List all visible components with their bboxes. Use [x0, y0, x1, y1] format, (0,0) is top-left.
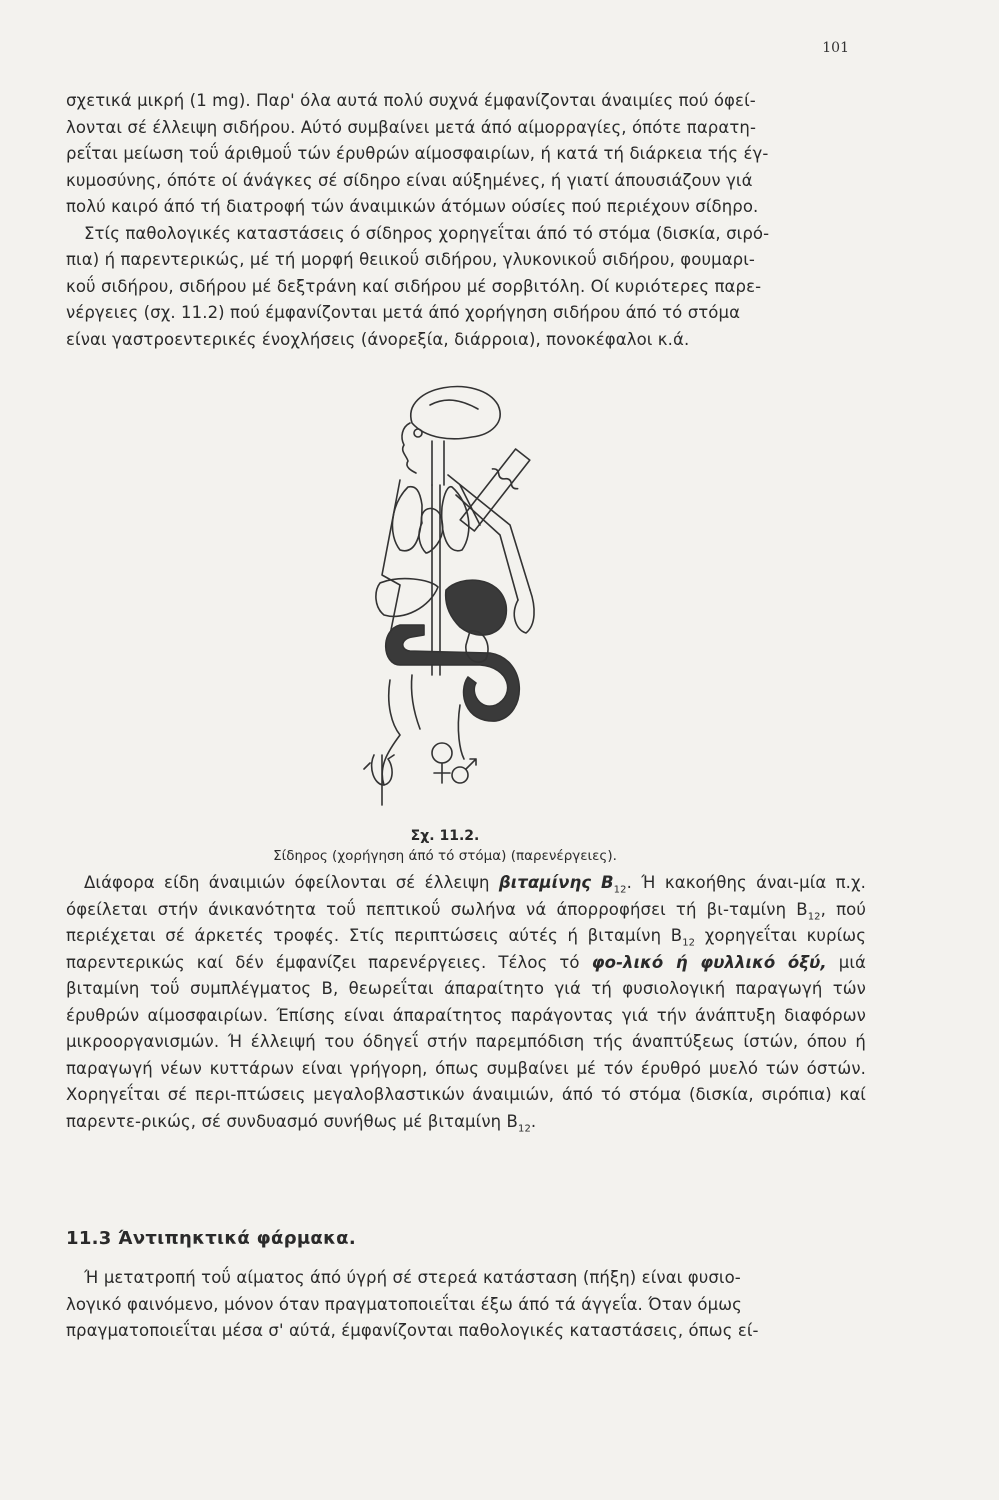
text-line: ρεΐται μείωση τοΰ άριθμοΰ τών έρυθρών αίμοσφαιρίων, ή κατά τή διάρκεια τής έγ-	[66, 144, 769, 163]
brain-outline	[411, 387, 500, 439]
foot-bones	[364, 755, 394, 785]
paragraph-text	[66, 870, 866, 1135]
paragraph-vitamin-b12	[66, 870, 866, 1135]
text-line: κυμοσύνης, όπότε οί άνάγκες σέ σίδηρο είναι αύξημένες, ή γιατί άπουσιάζουν γιά	[66, 170, 753, 190]
text-run: , πού περιέχεται σέ άρκετές τροφές. Στίς περιπτώσεις αύτές ή βιταμίνη Β	[66, 899, 866, 945]
female-cross	[434, 763, 450, 783]
text-line: Στίς παθολογικές καταστάσεις ό σίδηρος χορηγεΐται άπό τό στόμα (δισκία, σιρό-	[84, 223, 770, 243]
text-run: . Ή κακοήθης άναι-μία π.χ. όφείλεται στήν άνικανότητα τοΰ πεπτικοΰ σωλήνα νά άπορροφήσει τή βι-ταμίνη Β	[66, 873, 866, 919]
female-symbol	[432, 743, 452, 763]
text-run: Διάφορα είδη άναιμιών όφείλονται σέ έλλειψη	[84, 873, 499, 892]
paragraph-iron-deficiency	[66, 88, 866, 353]
figure-iron-side-effects-illustration	[360, 375, 550, 815]
figure-label: Σχ. 11.2.	[410, 828, 480, 844]
leg-right	[458, 705, 464, 759]
text-line: πολύ καιρό άπό τή διατροφή τών άναιμικών άτόμων ούσίες πού περιέχουν σίδηρο.	[66, 197, 759, 216]
throat	[432, 441, 444, 485]
figure-caption-text: Σίδηρος (χορήγηση άπό τό στόμα) (παρενέργειες).	[273, 848, 617, 864]
brain-fold	[430, 400, 478, 409]
body-diagram	[360, 375, 550, 815]
text-line: Ή μετατροπή τοΰ αίματος άπό ύγρή σέ στερεά κατάσταση (πήξη) είναι φυσιο-	[84, 1268, 741, 1287]
emphasis-vitamin-b12: βιταμίνης Β	[498, 873, 614, 892]
heart	[419, 508, 443, 553]
subscript: 12	[613, 884, 627, 896]
text-run: μιά βιταμίνη τοΰ συμπλέγματος Β, θεωρεΐται άπαραίτητο γιά τή φυσιολογική παραγωγή τών έρυθρών αίμοσφαιρίων. Έπίσης είναι άπαραίτητος παράγοντας γιά τήν άνάπτυξη διαφόρων μικροοργανισμών. Ή έλλειψή του όδηγεΐ στήν παρεμπόδιση τής άναπτύξεως ίστών, όπου ή παραγωγή νέων κυττάρων είναι γρήγορη, όπως συμβαίνει μέ τόν έρυθρό μυελό τών όστών. Χορηγεΐται σέ περι-πτώσεις μεγαλοβλαστικών άναιμιών, άπό τό στόμα (δισκία, σιρόπια) καί παρεντε-ρικώς, σέ συνδυασμό συνήθως μέ βιταμίνη Β	[66, 952, 866, 1131]
page-number: 101	[822, 40, 849, 56]
small-intestine	[386, 625, 520, 721]
text-line: πια) ή παρεντερικώς, μέ τή μορφή θειικοΰ σιδήρου, γλυκονικοΰ σιδήρου, φουμαρι-	[66, 250, 755, 269]
subscript: 12	[517, 1122, 531, 1134]
eye	[414, 429, 422, 437]
subscript: 12	[807, 910, 821, 922]
face-profile	[402, 423, 416, 473]
subscript: 12	[682, 937, 696, 949]
male-arrow	[466, 759, 476, 769]
figure-caption	[190, 826, 700, 866]
text-line: λονται σέ έλλειψη σιδήρου. Αύτό συμβαίνει μετά άπό αίμορραγίες, όπότε παρατη-	[66, 117, 757, 137]
text-line: λογικό φαινόμενο, μόνον όταν πραγματοποιεΐται έξω άπό τά άγγεΐα. Όταν όμως	[66, 1294, 742, 1314]
text-line: κοΰ σιδήρου, σιδήρου μέ δεξτράνη καί σιδήρου μέ σορβιτόλη. Οί κυριότερες παρε-	[66, 276, 762, 296]
leg-left	[382, 680, 400, 785]
thigh	[411, 675, 420, 729]
text-line: είναι γαστροεντερικές ένοχλήσεις (άνορεξία, διάρροια), πονοκέφαλοι κ.ά.	[66, 329, 690, 349]
paragraph-anticoagulants	[66, 1265, 866, 1345]
emphasis-folic-acid: φο-λικό ή φυλλικό όξύ,	[591, 952, 827, 972]
stomach	[446, 580, 507, 635]
text-run: .	[530, 1111, 537, 1131]
text-run: χορηγεΐται κυρίως παρεντερικώς καί δέν έμφανίζει παρενέργειες. Τέλος τό	[66, 926, 866, 972]
section-heading: 11.3 Άντιπηκτικά φάρμακα.	[66, 1228, 356, 1249]
syringe	[460, 449, 530, 531]
text-line: πραγματοποιεΐται μέσα σ' αύτά, έμφανίζονται παθολογικές καταστάσεις, όπως εί-	[66, 1321, 759, 1340]
text-line: νέργειες (σχ. 11.2) πού έμφανίζονται μετά άπό χορήγηση σιδήρου άπό τό στόμα	[66, 303, 741, 322]
liver	[376, 579, 438, 617]
text-line: σχετικά μικρή (1 mg). Παρ' όλα αυτά πολύ συχνά έμφανίζονται άναιμίες πού όφεί-	[66, 91, 756, 110]
